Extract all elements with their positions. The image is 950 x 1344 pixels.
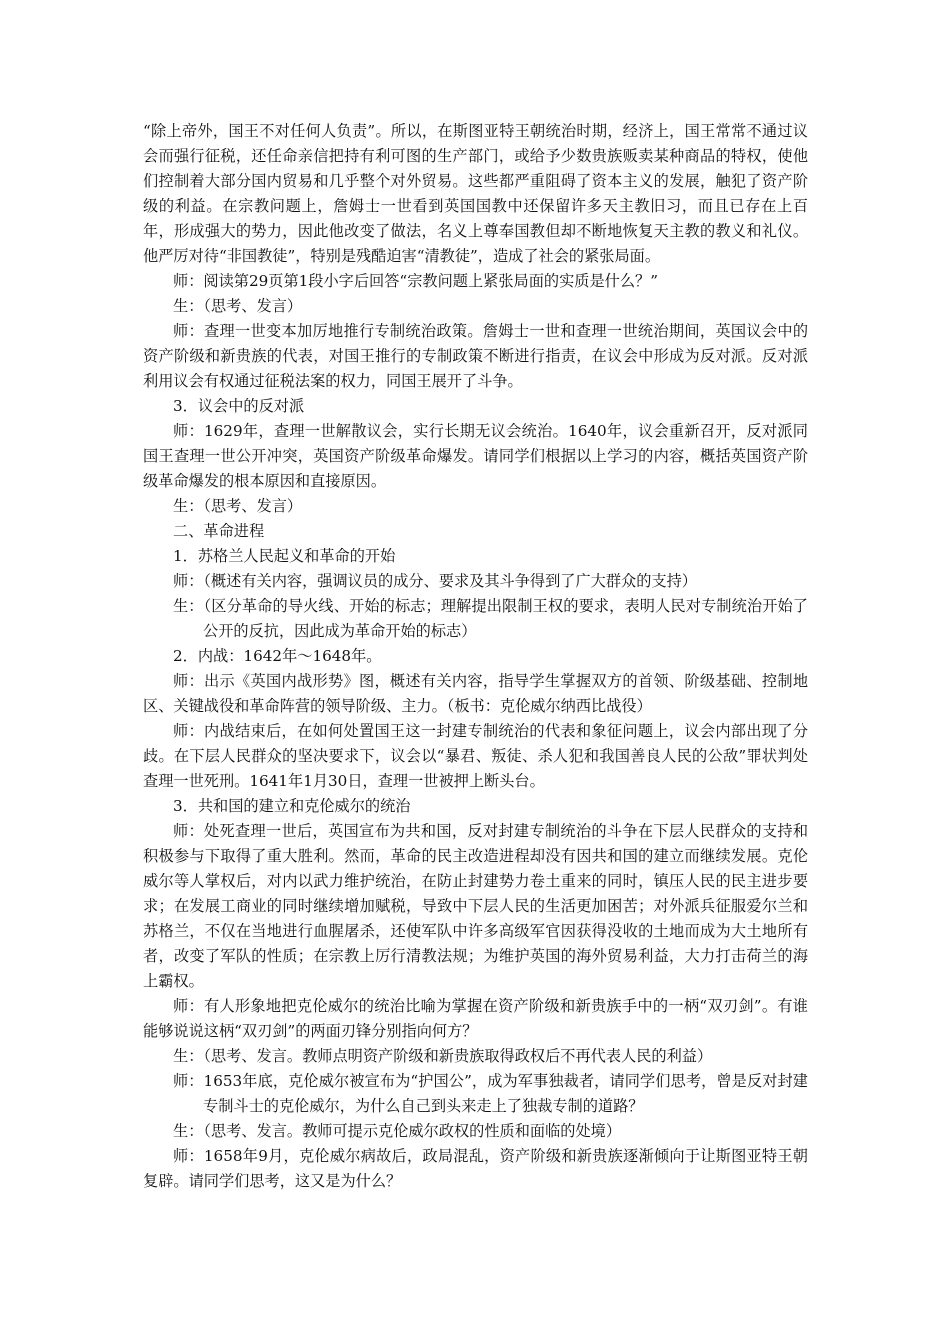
section-heading: 3．共和国的建立和克伦威尔的统治 xyxy=(173,797,411,815)
student-line: 生：（区分革命的导火线、开始的标志；理解提出限制王权的要求，表明人民对专制统治开始了公开的反抗，因此成为革命开始的标志） xyxy=(173,597,808,640)
chapter-heading: 二、革命进程 xyxy=(173,522,265,540)
student-line: 生：（思考、发言。教师可提示克伦威尔政权的性质和面临的处境） xyxy=(173,1122,622,1140)
section-heading: 1．苏格兰人民起义和革命的开始 xyxy=(173,547,396,565)
teacher-line: 师：（概述有关内容，强调议员的成分、要求及其斗争得到了广大群众的支持） xyxy=(173,572,697,590)
teacher-line: 师：处死查理一世后，英国宣布为共和国，反对封建专制统治的斗争在下层人民群众的支持和积极参与下取得了重大胜利。然而，革命的民主改造进程却没有因共和国的建立而继续发展。克伦威尔等人掌权后，对内以武力维护统治，在防止封建势力卷土重来的同时，镇压人民的民主进步要求；在发展工商业的同时继续增加赋税，导致中下层人民的生活更加困苦；对外派兵征服爱尔兰和苏格兰，不仅在当地进行血腥屠杀，还使军队中许多高级军官因获得没收的土地而成为大土地所有者，改变了军队的性质；在宗教上厉行清教法规；为维护英国的海外贸易利益，大力打击荷兰的海上霸权。 xyxy=(143,822,808,990)
student-line: 生：（思考、发言） xyxy=(173,497,303,515)
section-heading: 2．内战：1642年～1648年。 xyxy=(173,647,382,665)
teacher-line: 师：内战结束后，在如何处置国王这一封建专制统治的代表和象征问题上，议会内部出现了分歧。在下层人民群众的坚决要求下，议会以“暴君、叛徒、杀人犯和我国善良人民的公敌”罪状判处查理一世死刑。1641年1月30日，查理一世被押上断头台。 xyxy=(143,722,808,790)
section-heading: 3．议会中的反对派 xyxy=(173,397,305,415)
teacher-line: 师：有人形象地把克伦威尔的统治比喻为掌握在资产阶级和新贵族手中的一柄“双刃剑”。有谁能够说说这柄“双刃剑”的两面刃锋分别指向何方？ xyxy=(143,997,808,1040)
teacher-line: 师：阅读第29页第1段小字后回答“宗教问题上紧张局面的实质是什么？” xyxy=(173,272,658,290)
teacher-line: 师：1629年，查理一世解散议会，实行长期无议会统治。1640年，议会重新召开，反对派同国王查理一世公开冲突，英国资产阶级革命爆发。请同学们根据以上学习的内容，概括英国资产阶级革命爆发的根本原因和直接原因。 xyxy=(143,422,808,490)
teacher-line: 师：1653年底，克伦威尔被宣布为“护国公”，成为军事独裁者，请同学们思考，曾是反对封建专制斗士的克伦威尔，为什么自己到头来走上了独裁专制的道路？ xyxy=(173,1072,808,1115)
paragraph-opening: “除上帝外，国王不对任何人负责”。所以，在斯图亚特王朝统治时期，经济上，国王常常不通过议会而强行征税，还任命亲信把持有利可图的生产部门，或给予少数贵族贩卖某种商品的特权，使他们控制着大部分国内贸易和几乎整个对外贸易。这些都严重阻碍了资本主义的发展，触犯了资产阶级的利益。在宗教问题上，詹姆士一世看到英国国教中还保留许多天主教旧习，而且已存在上百年，形成强大的势力，因此他改变了做法，名义上尊奉国教但却不断地恢复天主教的教义和礼仪。他严厉对待“非国教徒”，特别是残酷迫害“清教徒”，造成了社会的紧张局面。 xyxy=(143,122,808,265)
student-line: 生：（思考、发言） xyxy=(173,297,303,315)
teacher-line: 师：出示《英国内战形势》图，概述有关内容，指导学生掌握双方的首领、阶级基础、控制地区、关键战役和革命阵营的领导阶级、主力。（板书：克伦威尔纳西比战役） xyxy=(143,672,808,715)
teacher-line: 师：查理一世变本加厉地推行专制统治政策。詹姆士一世和查理一世统治期间，英国议会中的资产阶级和新贵族的代表，对国王推行的专制政策不断进行指责，在议会中形成为反对派。反对派利用议会有权通过征税法案的权力，同国王展开了斗争。 xyxy=(143,322,808,390)
teacher-line: 师：1658年9月，克伦威尔病故后，政局混乱，资产阶级和新贵族逐渐倾向于让斯图亚特王朝复辟。请同学们思考，这又是为什么？ xyxy=(143,1147,808,1190)
student-line: 生：（思考、发言。教师点明资产阶级和新贵族取得政权后不再代表人民的利益） xyxy=(173,1047,713,1065)
document-body xyxy=(143,119,808,1194)
